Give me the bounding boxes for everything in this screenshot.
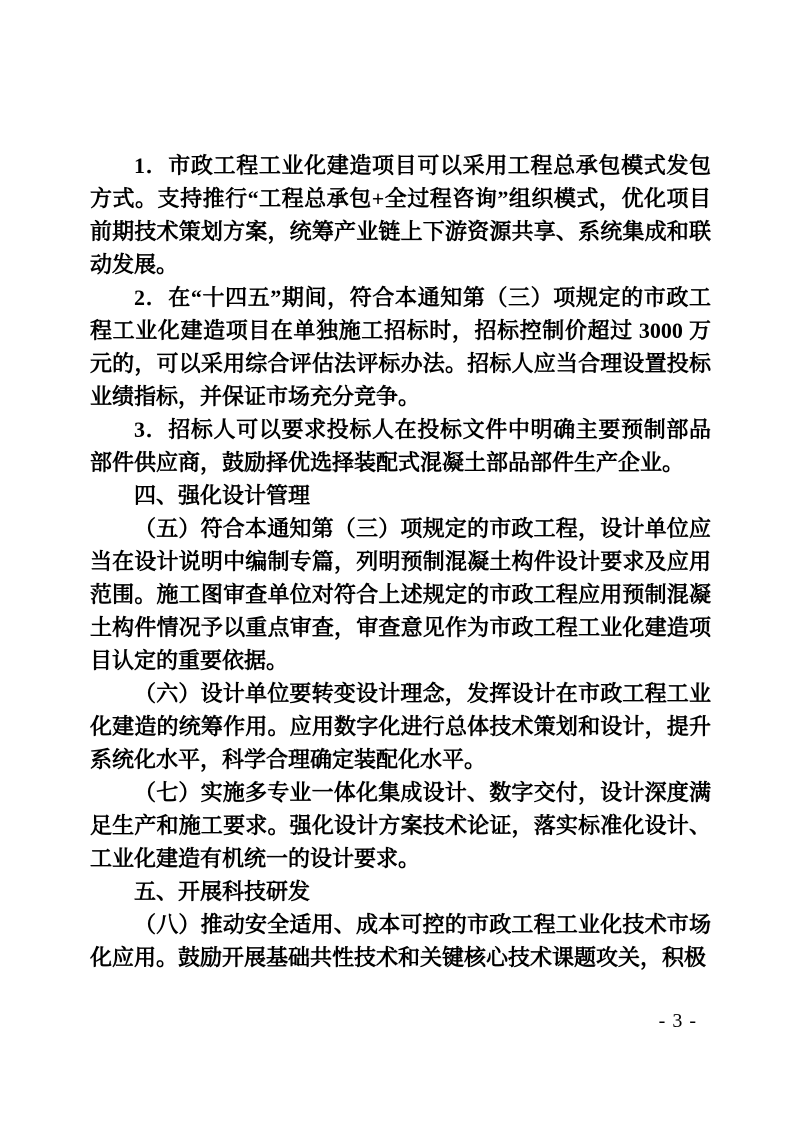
paragraph-item-3: 3．招标人可以要求投标人在投标文件中明确主要预制部品部件供应商，鼓励择优选择装配式混凝土部品部件生产企业。 [90, 417, 711, 475]
page-number: - 3 - [658, 1010, 697, 1032]
section-heading-rnd: 五、开展科技研发 [134, 879, 311, 904]
section-heading-design-management: 四、强化设计管理 [134, 483, 311, 508]
paragraph-item-8: （八）推动安全适用、成本可控的市政工程工业化技术市场化应用。鼓励开展基础共性技术和关键核心技术课题攻关，积极 [90, 912, 711, 970]
document-body [90, 149, 711, 974]
paragraph-item-2: 2．在“十四五”期间，符合本通知第（三）项规定的市政工程工业化建造项目在单独施工招标时，招标控制价超过 3000 万元的，可以采用综合评估法评标办法。招标人应当合理设置投标业绩指标，并保证市场充分竞争。 [90, 285, 711, 409]
paragraph-item-7: （七）实施多专业一体化集成设计、数字交付，设计深度满足生产和施工要求。强化设计方案技术论证，落实标准化设计、工业化建造有机统一的设计要求。 [90, 780, 711, 871]
paragraph-item-5: （五）符合本通知第（三）项规定的市政工程，设计单位应当在设计说明中编制专篇，列明预制混凝土构件设计要求及应用范围。施工图审查单位对符合上述规定的市政工程应用预制混凝土构件情况予以重点审查，审查意见作为市政工程工业化建造项目认定的重要依据。 [90, 516, 711, 673]
paragraph-item-6: （六）设计单位要转变设计理念，发挥设计在市政工程工业化建造的统筹作用。应用数字化进行总体技术策划和设计，提升系统化水平，科学合理确定装配化水平。 [90, 681, 711, 772]
paragraph-item-1: 1．市政工程工业化建造项目可以采用工程总承包模式发包方式。支持推行“工程总承包+全过程咨询”组织模式，优化项目前期技术策划方案，统筹产业链上下游资源共享、系统集成和联动发展。 [90, 153, 711, 277]
